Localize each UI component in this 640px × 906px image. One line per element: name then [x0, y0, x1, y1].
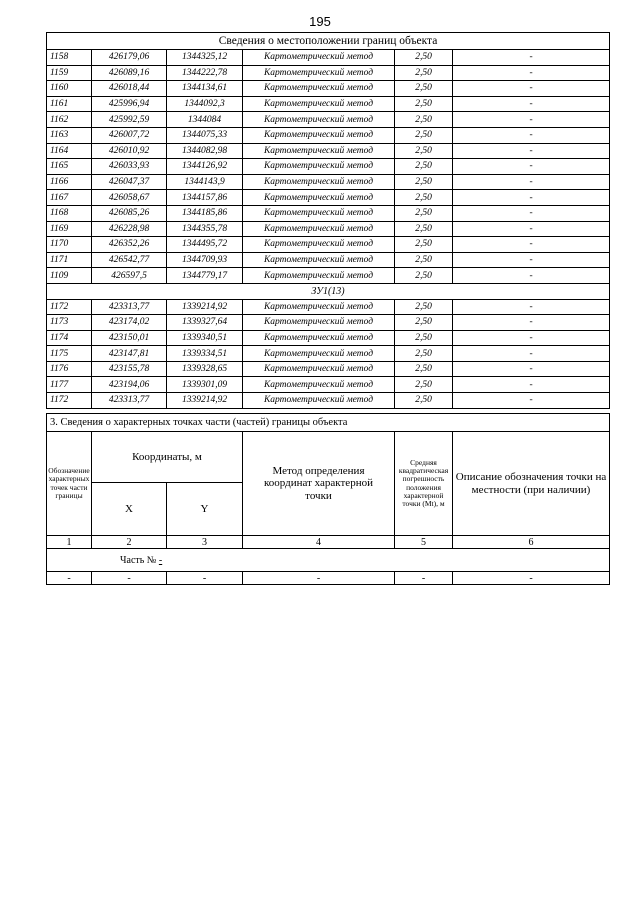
col-y-header: Y [167, 483, 243, 536]
point-id: 1174 [47, 330, 92, 346]
coordinate-row [47, 377, 610, 393]
coord-x: 426018,44 [92, 81, 167, 97]
coordinate-row [47, 174, 610, 190]
point-id: 1169 [47, 221, 92, 237]
accuracy: 2,50 [395, 190, 453, 206]
method: Картометрический метод [243, 81, 395, 97]
coordinate-row [47, 299, 610, 315]
coord-y: 1344084 [167, 112, 243, 128]
coord-x: 426597,5 [92, 268, 167, 284]
coord-y: 1339301,09 [167, 377, 243, 393]
accuracy: 2,50 [395, 315, 453, 331]
point-id: 1159 [47, 65, 92, 81]
method: Картометрический метод [243, 252, 395, 268]
method: Картометрический метод [243, 330, 395, 346]
coordinate-row [47, 96, 610, 112]
coord-x: 426007,72 [92, 127, 167, 143]
method: Картометрический метод [243, 268, 395, 284]
col-method-header: Метод определения координат характерной точки [243, 432, 395, 536]
method: Картометрический метод [243, 190, 395, 206]
description: - [453, 127, 610, 143]
coordinate-row [47, 237, 610, 253]
coord-x: 426089,16 [92, 65, 167, 81]
description: - [453, 299, 610, 315]
part-points-table [46, 413, 610, 585]
method: Картометрический метод [243, 174, 395, 190]
coord-x: 423313,77 [92, 393, 167, 409]
coord-y: 1344709,93 [167, 252, 243, 268]
coordinate-row [47, 361, 610, 377]
coord-y: 1344355,78 [167, 221, 243, 237]
coord-y: 1344222,78 [167, 65, 243, 81]
method: Картометрический метод [243, 315, 395, 331]
accuracy: 2,50 [395, 221, 453, 237]
coord-x: 423174,02 [92, 315, 167, 331]
coord-y: 1344325,12 [167, 50, 243, 66]
description: - [453, 205, 610, 221]
empty-cell: - [395, 572, 453, 585]
accuracy: 2,50 [395, 393, 453, 409]
section-header: Сведения о местоположении границ объекта [47, 33, 610, 50]
page-number: 195 [309, 14, 331, 29]
accuracy: 2,50 [395, 377, 453, 393]
column-number: 4 [243, 536, 395, 549]
accuracy: 2,50 [395, 127, 453, 143]
coord-y: 1339340,51 [167, 330, 243, 346]
coordinate-row [47, 252, 610, 268]
point-id: 1166 [47, 174, 92, 190]
column-number: 1 [47, 536, 92, 549]
subsection-label: ЗУ1(13) [47, 283, 610, 299]
coord-x: 423194,06 [92, 377, 167, 393]
point-id: 1172 [47, 299, 92, 315]
column-numbers-row [47, 536, 610, 549]
method: Картометрический метод [243, 159, 395, 175]
coordinate-row [47, 393, 610, 409]
description: - [453, 361, 610, 377]
accuracy: 2,50 [395, 299, 453, 315]
method: Картометрический метод [243, 143, 395, 159]
col-description-header: Описание обозначения точки на местности (при наличии) [453, 432, 610, 536]
coordinate-row [47, 190, 610, 206]
accuracy: 2,50 [395, 174, 453, 190]
coordinate-row [47, 65, 610, 81]
method: Картометрический метод [243, 377, 395, 393]
point-id: 1164 [47, 143, 92, 159]
description: - [453, 237, 610, 253]
coord-x: 426047,37 [92, 174, 167, 190]
coord-y: 1344157,86 [167, 190, 243, 206]
coord-y: 1344779,17 [167, 268, 243, 284]
coord-x: 423313,77 [92, 299, 167, 315]
coordinate-row [47, 112, 610, 128]
coordinate-row [47, 315, 610, 331]
coord-y: 1344143,9 [167, 174, 243, 190]
empty-cell: - [453, 572, 610, 585]
accuracy: 2,50 [395, 346, 453, 362]
coord-x: 426352,26 [92, 237, 167, 253]
accuracy: 2,50 [395, 81, 453, 97]
point-id: 1175 [47, 346, 92, 362]
coord-y: 1344092,3 [167, 96, 243, 112]
coord-y: 1339214,92 [167, 299, 243, 315]
part-number: - [158, 554, 163, 566]
coordinate-row [47, 268, 610, 284]
coord-x: 426179,06 [92, 50, 167, 66]
description: - [453, 346, 610, 362]
col-designation-header: Обозначение характерных точек части границы [47, 432, 92, 536]
method: Картометрический метод [243, 96, 395, 112]
description: - [453, 315, 610, 331]
coord-y: 1339328,65 [167, 361, 243, 377]
table2-header-row [47, 432, 610, 483]
description: - [453, 81, 610, 97]
coordinate-row [47, 50, 610, 66]
part-label: Часть № [120, 554, 157, 566]
coord-x: 425996,94 [92, 96, 167, 112]
method: Картометрический метод [243, 65, 395, 81]
subsection-row [47, 283, 610, 299]
accuracy: 2,50 [395, 252, 453, 268]
method: Картометрический метод [243, 205, 395, 221]
coord-y: 1344134,61 [167, 81, 243, 97]
coordinate-row [47, 221, 610, 237]
method: Картометрический метод [243, 112, 395, 128]
coord-x: 426058,67 [92, 190, 167, 206]
accuracy: 2,50 [395, 143, 453, 159]
point-id: 1171 [47, 252, 92, 268]
coord-y: 1344495,72 [167, 237, 243, 253]
part-row [47, 549, 610, 572]
coordinate-row [47, 159, 610, 175]
point-id: 1162 [47, 112, 92, 128]
point-id: 1165 [47, 159, 92, 175]
boundary-coordinates-table [46, 32, 610, 409]
coordinate-row [47, 143, 610, 159]
description: - [453, 221, 610, 237]
coord-x: 423150,01 [92, 330, 167, 346]
point-id: 1173 [47, 315, 92, 331]
coord-y: 1344075,33 [167, 127, 243, 143]
coord-x: 426085,26 [92, 205, 167, 221]
coord-x: 423155,78 [92, 361, 167, 377]
description: - [453, 330, 610, 346]
point-id: 1158 [47, 50, 92, 66]
accuracy: 2,50 [395, 112, 453, 128]
empty-cell: - [167, 572, 243, 585]
method: Картометрический метод [243, 346, 395, 362]
column-number: 6 [453, 536, 610, 549]
coord-y: 1344126,92 [167, 159, 243, 175]
accuracy: 2,50 [395, 96, 453, 112]
coord-x: 426228,98 [92, 221, 167, 237]
method: Картометрический метод [243, 127, 395, 143]
section-header-row [47, 33, 610, 50]
method: Картометрический метод [243, 393, 395, 409]
point-id: 1167 [47, 190, 92, 206]
accuracy: 2,50 [395, 237, 453, 253]
accuracy: 2,50 [395, 361, 453, 377]
coord-x: 426542,77 [92, 252, 167, 268]
col-accuracy-header: Средняя квадратическая погрешность положения характерной точки (Mt), м [395, 432, 453, 536]
description: - [453, 143, 610, 159]
point-id: 1109 [47, 268, 92, 284]
description: - [453, 393, 610, 409]
accuracy: 2,50 [395, 205, 453, 221]
point-id: 1172 [47, 393, 92, 409]
coordinate-row [47, 330, 610, 346]
description: - [453, 112, 610, 128]
coord-x: 426010,92 [92, 143, 167, 159]
description: - [453, 159, 610, 175]
accuracy: 2,50 [395, 330, 453, 346]
description: - [453, 377, 610, 393]
coord-x: 425992,59 [92, 112, 167, 128]
empty-cell: - [47, 572, 92, 585]
method: Картометрический метод [243, 237, 395, 253]
column-number: 3 [167, 536, 243, 549]
accuracy: 2,50 [395, 159, 453, 175]
coord-y: 1344185,86 [167, 205, 243, 221]
method: Картометрический метод [243, 361, 395, 377]
description: - [453, 268, 610, 284]
coordinate-row [47, 81, 610, 97]
coordinate-row [47, 127, 610, 143]
col-x-header: X [92, 483, 167, 536]
description: - [453, 190, 610, 206]
method: Картометрический метод [243, 50, 395, 66]
empty-row [47, 572, 610, 585]
empty-cell: - [243, 572, 395, 585]
point-id: 1177 [47, 377, 92, 393]
point-id: 1163 [47, 127, 92, 143]
column-number: 2 [92, 536, 167, 549]
coord-x: 423147,81 [92, 346, 167, 362]
coord-y: 1344082,98 [167, 143, 243, 159]
coordinate-row [47, 205, 610, 221]
table2-title-row [47, 414, 610, 432]
accuracy: 2,50 [395, 65, 453, 81]
part-cell [47, 549, 610, 572]
description: - [453, 96, 610, 112]
accuracy: 2,50 [395, 50, 453, 66]
column-number: 5 [395, 536, 453, 549]
description: - [453, 252, 610, 268]
point-id: 1168 [47, 205, 92, 221]
point-id: 1176 [47, 361, 92, 377]
method: Картометрический метод [243, 221, 395, 237]
description: - [453, 174, 610, 190]
coord-x: 426033,93 [92, 159, 167, 175]
coord-y: 1339327,64 [167, 315, 243, 331]
method: Картометрический метод [243, 299, 395, 315]
description: - [453, 50, 610, 66]
description: - [453, 65, 610, 81]
point-id: 1160 [47, 81, 92, 97]
empty-cell: - [92, 572, 167, 585]
accuracy: 2,50 [395, 268, 453, 284]
coord-y: 1339214,92 [167, 393, 243, 409]
table2-title: 3. Сведения о характерных точках части (частей) границы объекта [47, 414, 610, 432]
coordinate-row [47, 346, 610, 362]
coord-y: 1339334,51 [167, 346, 243, 362]
col-coords-header: Координаты, м [92, 432, 243, 483]
point-id: 1161 [47, 96, 92, 112]
point-id: 1170 [47, 237, 92, 253]
